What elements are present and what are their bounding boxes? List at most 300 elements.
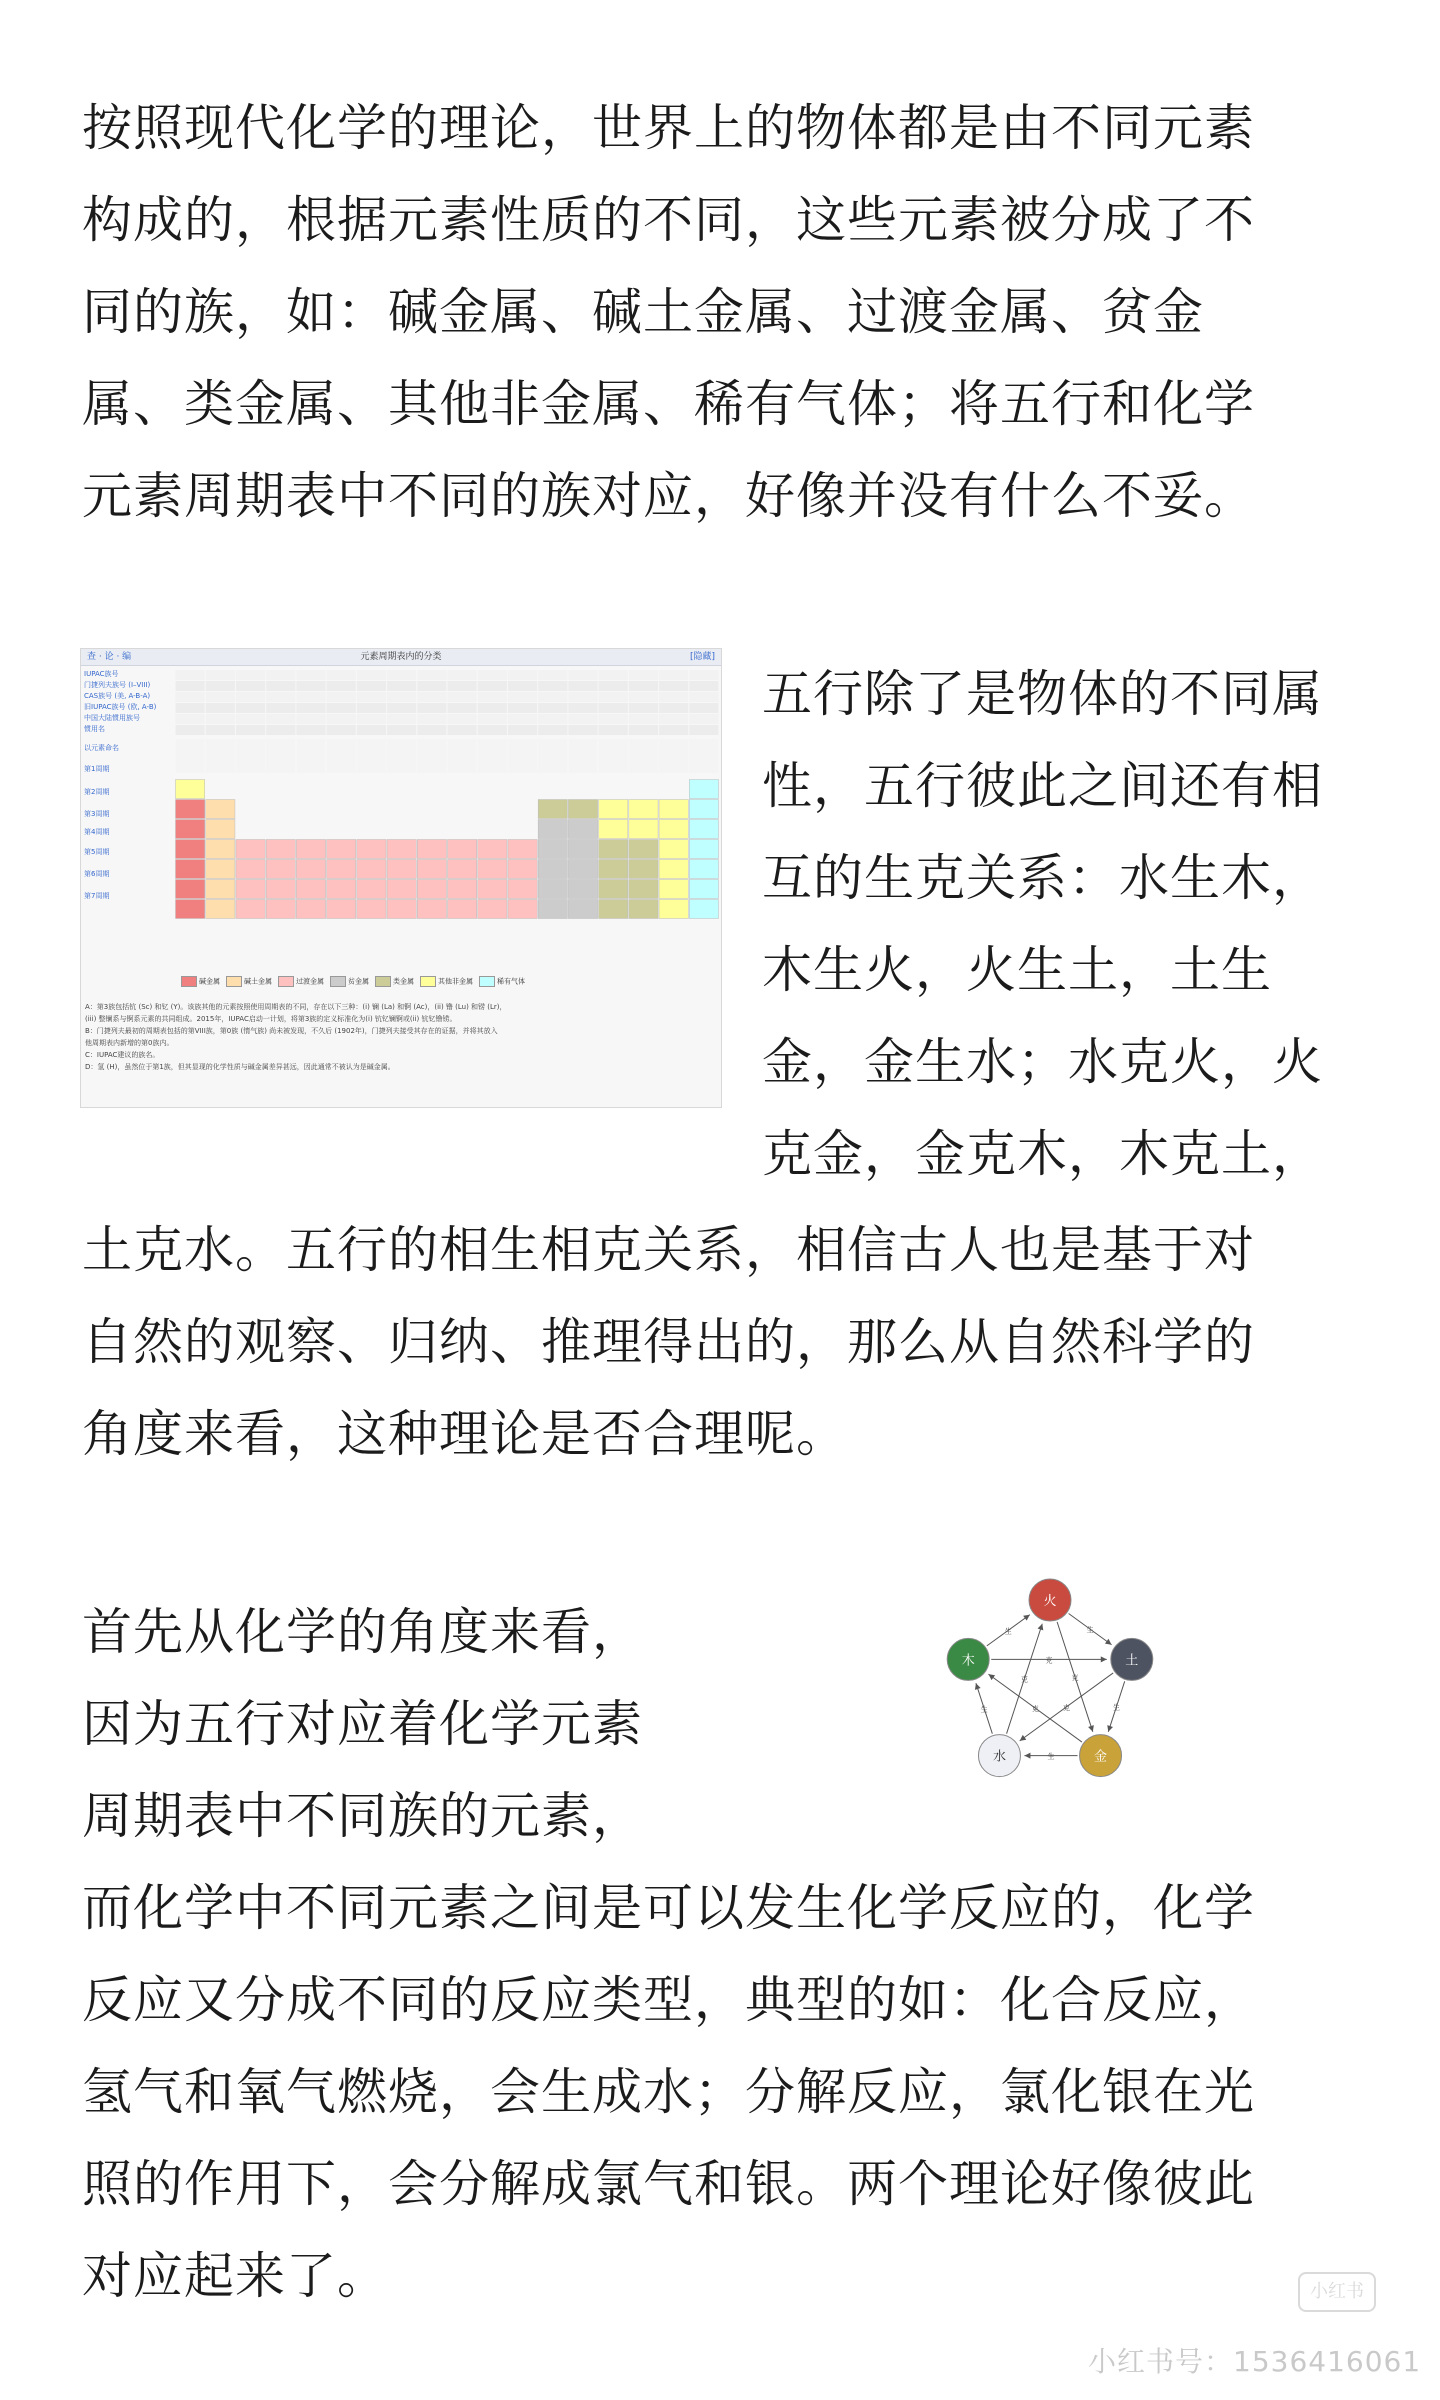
legend-swatch (278, 976, 294, 987)
element-cell (296, 880, 325, 899)
element-cell (629, 900, 658, 919)
element-cell (478, 840, 507, 859)
element-cell (538, 880, 567, 899)
wuxing-arrow-label: 生 (1112, 1703, 1120, 1712)
periodic-table-row-label: 第1周期 (84, 765, 110, 773)
header-cell (689, 725, 718, 735)
wuxing-arrow (1069, 1614, 1112, 1645)
wuxing-node-label: 水 (992, 1749, 1006, 1765)
element-cell (206, 800, 235, 819)
header-cell (387, 714, 416, 724)
text-line: 属、类金属、其他非金属、稀有气体；将五行和化学 (82, 375, 1255, 433)
header-cell (629, 725, 658, 735)
element-cell (568, 840, 597, 859)
periodic-table-hide-link: [隐藏] (689, 652, 715, 662)
header-cell (599, 703, 628, 713)
element-cell (599, 820, 628, 839)
text-line: 互的生克关系：水生木， (762, 849, 1323, 907)
wuxing-arrow (1024, 1752, 1077, 1761)
legend-swatch (181, 976, 197, 987)
element-cell (176, 800, 205, 819)
element-cell (176, 880, 205, 899)
element-cell (538, 860, 567, 879)
header-cell (236, 725, 265, 735)
element-cell (568, 860, 597, 879)
header-cell (478, 681, 507, 691)
element-cell (206, 900, 235, 919)
header-cell (327, 670, 356, 680)
header-cell (266, 670, 295, 680)
element-cell (266, 900, 295, 919)
element-cell (568, 880, 597, 899)
periodic-table-row-label: 惯用名 (84, 725, 105, 733)
element-cell (538, 840, 567, 859)
header-cell (599, 681, 628, 691)
element-cell (659, 880, 688, 899)
header-cell (538, 692, 567, 702)
wuxing-node (1080, 1735, 1122, 1777)
element-cell (508, 860, 537, 879)
header-cell (659, 681, 688, 691)
header-cell (538, 714, 567, 724)
header-cell (599, 692, 628, 702)
header-cell (478, 714, 507, 724)
wuxing-arrow-label: 克 (1020, 1675, 1028, 1684)
legend-swatch (479, 976, 495, 987)
header-cell (659, 703, 688, 713)
element-cell (417, 880, 446, 899)
header-cell (629, 714, 658, 724)
header-cell (478, 692, 507, 702)
wuxing-node-label: 木 (961, 1653, 975, 1669)
element-cell (206, 840, 235, 859)
periodic-table-row-label: 第4周期 (84, 828, 110, 836)
element-cell (417, 860, 446, 879)
text-line: 五行除了是物体的不同属 (762, 665, 1323, 723)
watermark-text: 小红书号：1536416061 (1088, 2345, 1422, 2378)
header-cell (568, 692, 597, 702)
header-cell (508, 692, 537, 702)
periodic-table-row-label: CAS族号 (美, A-B-A) (84, 692, 151, 700)
paragraph-2-continued (82, 1204, 1255, 1480)
header-cell (538, 670, 567, 680)
element-cell (478, 900, 507, 919)
category-cell (417, 739, 446, 773)
element-cell (629, 820, 658, 839)
header-cell (387, 681, 416, 691)
header-cell (206, 714, 235, 724)
element-cell (689, 880, 718, 899)
text-line: 金，金生水；水克火，火 (762, 1033, 1323, 1091)
header-cell (236, 714, 265, 724)
text-line: 克金，金克木，木克土， (762, 1125, 1323, 1183)
element-cell (689, 800, 718, 819)
category-cell (236, 739, 265, 773)
element-cell (659, 840, 688, 859)
element-cell (689, 820, 718, 839)
header-cell (599, 714, 628, 724)
header-cell (296, 725, 325, 735)
element-cell (357, 860, 386, 879)
header-cell (176, 692, 205, 702)
periodic-table-row-label: 门捷列夫族号 (I–VIII) (84, 681, 151, 689)
category-cell (327, 739, 356, 773)
header-cell (296, 714, 325, 724)
header-cell (387, 703, 416, 713)
wuxing-node (947, 1638, 989, 1680)
header-cell (659, 725, 688, 735)
header-cell (508, 681, 537, 691)
header-cell (659, 714, 688, 724)
element-cell (417, 840, 446, 859)
header-cell (357, 725, 386, 735)
header-cell (629, 692, 658, 702)
element-cell (357, 840, 386, 859)
header-cell (417, 725, 446, 735)
element-cell (206, 880, 235, 899)
note-line: B：门捷列夫最初的周期表包括的第VIII族，第0族 (惰气族) 尚未被发现，不久后 (1902年)，门捷列夫接受其存在的证据，并将其放入 (85, 1027, 498, 1035)
note-line: D：氢 (H)，虽然位于第1族，但其显现的化学性质与碱金属差异甚远，因此通常不被认为是碱金属。 (85, 1063, 395, 1071)
header-cell (417, 681, 446, 691)
header-cell (357, 670, 386, 680)
legend-swatch (226, 976, 242, 987)
header-cell (659, 692, 688, 702)
legend-item: 碱土金属 (226, 976, 272, 987)
element-cell (357, 900, 386, 919)
header-cell (206, 670, 235, 680)
periodic-table-row-label: 以元素命名 (84, 744, 119, 752)
header-cell (266, 714, 295, 724)
header-cell (448, 725, 477, 735)
periodic-table-row-label: 第5周期 (84, 848, 110, 856)
wuxing-arrow-label: 克 (1045, 1656, 1053, 1665)
element-cell (508, 880, 537, 899)
header-cell (599, 725, 628, 735)
element-cell (629, 880, 658, 899)
periodic-table-grid (175, 669, 719, 965)
wuxing-node (1029, 1579, 1071, 1621)
periodic-table-legend (181, 974, 525, 988)
element-cell (659, 860, 688, 879)
periodic-table-row-label: 第2周期 (84, 788, 110, 796)
header-cell (327, 714, 356, 724)
note-line: C：IUPAC建议的族名。 (85, 1051, 160, 1059)
header-cell (508, 670, 537, 680)
element-cell (599, 800, 628, 819)
header-cell (266, 692, 295, 702)
element-cell (327, 880, 356, 899)
legend-swatch (420, 976, 436, 987)
wuxing-node-label: 金 (1094, 1749, 1108, 1765)
periodic-table-row-label: IUPAC族号 (84, 670, 119, 678)
element-cell (538, 820, 567, 839)
element-cell (659, 900, 688, 919)
wuxing-arrow-label: 克 (1031, 1705, 1039, 1714)
element-cell (448, 880, 477, 899)
wuxing-arrow (1004, 1624, 1044, 1734)
periodic-table-nav: 查 · 论 · 编 (87, 652, 132, 662)
header-cell (689, 670, 718, 680)
header-cell (538, 725, 567, 735)
paragraph-3-left (82, 1586, 643, 1862)
category-cell (599, 739, 628, 773)
periodic-table-row-label: 中国大陆惯用族号 (84, 714, 140, 722)
element-cell (236, 860, 265, 879)
legend-item: 过渡金属 (278, 976, 324, 987)
category-cell (659, 739, 688, 773)
periodic-table-row-label: 旧IUPAC族号 (欧, A-B) (84, 703, 157, 711)
text-line: 反应又分成不同的反应类型，典型的如：化合反应， (82, 1971, 1255, 2029)
category-cell (508, 739, 537, 773)
category-cell (357, 739, 386, 773)
header-cell (176, 670, 205, 680)
category-cell (629, 739, 658, 773)
header-cell (236, 703, 265, 713)
header-cell (327, 703, 356, 713)
legend-item: 贫金属 (330, 976, 369, 987)
header-cell (327, 725, 356, 735)
header-cell (568, 681, 597, 691)
text-line: 同的族，如：碱金属、碱土金属、过渡金属、贫金 (82, 283, 1204, 341)
element-cell (206, 820, 235, 839)
element-cell (508, 900, 537, 919)
note-line: 他周期表内新增的第0族内。 (85, 1039, 174, 1047)
header-cell (176, 681, 205, 691)
element-cell (689, 900, 718, 919)
header-cell (508, 725, 537, 735)
element-cell (176, 860, 205, 879)
legend-item: 其他非金属 (420, 976, 473, 987)
element-cell (387, 860, 416, 879)
header-cell (538, 681, 567, 691)
element-cell (599, 860, 628, 879)
wuxing-arrow (1107, 1681, 1124, 1732)
legend-swatch (375, 976, 391, 987)
element-cell (296, 840, 325, 859)
text-line: 氢气和氧气燃烧，会生成水；分解反应，氯化银在光 (82, 2063, 1255, 2121)
element-cell (387, 900, 416, 919)
periodic-table-notes (85, 1001, 715, 1073)
element-cell (387, 880, 416, 899)
paragraph-1 (82, 82, 1255, 542)
header-cell (478, 670, 507, 680)
category-cell (689, 739, 718, 773)
text-line: 木生火，火生土，土生 (762, 941, 1272, 999)
text-line: 土克水。五行的相生相克关系，相信古人也是基于对 (82, 1221, 1255, 1279)
header-cell (568, 714, 597, 724)
element-cell (629, 840, 658, 859)
header-cell (296, 670, 325, 680)
header-cell (296, 703, 325, 713)
header-cell (206, 725, 235, 735)
element-cell (448, 900, 477, 919)
element-cell (387, 840, 416, 859)
header-cell (508, 703, 537, 713)
category-cell (538, 739, 567, 773)
header-cell (236, 670, 265, 680)
legend-item: 稀有气体 (479, 976, 525, 987)
header-cell (629, 703, 658, 713)
element-cell (568, 900, 597, 919)
header-cell (448, 714, 477, 724)
header-cell (236, 692, 265, 702)
element-cell (176, 900, 205, 919)
header-cell (659, 670, 688, 680)
element-cell (508, 840, 537, 859)
element-cell (599, 880, 628, 899)
element-cell (448, 840, 477, 859)
text-line: 角度来看，这种理论是否合理呢。 (82, 1405, 847, 1463)
element-cell (417, 900, 446, 919)
category-cell (206, 739, 235, 773)
text-line: 照的作用下，会分解成氯气和银。两个理论好像彼此 (82, 2155, 1255, 2213)
header-cell (206, 681, 235, 691)
wuxing-arrow (1057, 1622, 1094, 1732)
header-cell (327, 692, 356, 702)
header-cell (357, 681, 386, 691)
text-line: 因为五行对应着化学元素 (82, 1695, 643, 1753)
text-line: 构成的，根据元素性质的不同，这些元素被分成了不 (82, 191, 1255, 249)
element-cell (448, 860, 477, 879)
header-cell (478, 703, 507, 713)
periodic-table-row-label: 第3周期 (84, 810, 110, 818)
header-cell (417, 703, 446, 713)
element-cell (236, 900, 265, 919)
header-cell (387, 725, 416, 735)
header-cell (387, 692, 416, 702)
element-cell (296, 860, 325, 879)
element-cell (568, 820, 597, 839)
wuxing-arrow-label: 生 (1086, 1626, 1094, 1635)
header-cell (629, 681, 658, 691)
header-cell (568, 670, 597, 680)
category-cell (296, 739, 325, 773)
wuxing-arrow-label: 生 (1004, 1627, 1012, 1636)
periodic-table-header (81, 649, 721, 666)
text-line: 按照现代化学的理论，世界上的物体都是由不同元素 (82, 99, 1255, 157)
category-cell (387, 739, 416, 773)
header-cell (538, 703, 567, 713)
paragraph-3-continued (82, 1862, 1255, 2322)
header-cell (448, 670, 477, 680)
element-cell (176, 820, 205, 839)
header-cell (478, 725, 507, 735)
text-line: 自然的观察、归纳、推理得出的，那么从自然科学的 (82, 1313, 1255, 1371)
element-cell (599, 840, 628, 859)
header-cell (417, 670, 446, 680)
wuxing-node (1111, 1638, 1153, 1680)
element-cell (538, 900, 567, 919)
header-cell (417, 714, 446, 724)
paragraph-2-right (762, 648, 1323, 1200)
element-cell (327, 900, 356, 919)
category-cell (478, 739, 507, 773)
category-cell (568, 739, 597, 773)
element-cell (236, 840, 265, 859)
header-cell (266, 681, 295, 691)
periodic-table-image (80, 648, 722, 1108)
category-cell (448, 739, 477, 773)
element-cell (659, 820, 688, 839)
header-cell (357, 692, 386, 702)
text-line: 首先从化学的角度来看， (82, 1603, 643, 1661)
element-cell (659, 800, 688, 819)
header-cell (568, 725, 597, 735)
legend-item: 类金属 (375, 976, 414, 987)
header-cell (689, 714, 718, 724)
wuxing-arrow-label: 生 (1047, 1752, 1055, 1761)
wuxing-arrow-label: 克 (1062, 1703, 1070, 1712)
category-cell (266, 739, 295, 773)
element-cell (357, 880, 386, 899)
periodic-table-title: 元素周期表内的分类 (360, 652, 442, 662)
header-cell (387, 670, 416, 680)
header-cell (176, 703, 205, 713)
wuxing-diagram (930, 1578, 1170, 1800)
watermark-logo: 小红书 (1298, 2272, 1376, 2312)
text-line: 性，五行彼此之间还有相 (762, 757, 1323, 815)
wuxing-node (978, 1735, 1020, 1777)
legend-swatch (330, 976, 346, 987)
header-cell (327, 681, 356, 691)
element-cell (327, 840, 356, 859)
element-cell (176, 840, 205, 859)
text-line: 而化学中不同元素之间是可以发生化学反应的，化学 (82, 1879, 1255, 1937)
header-cell (629, 670, 658, 680)
element-cell (327, 860, 356, 879)
note-line: A：第3族包括钪 (Sc) 和钇 (Y)。该族其他的元素按照使用周期表的不同，存在以下三种：(i) 镧 (La) 和锕 (Ac)，(ii) 镥 (Lu) 和铹 (Lr)， (85, 1003, 507, 1011)
wuxing-arrow (975, 1683, 992, 1734)
header-cell (508, 714, 537, 724)
header-cell (266, 703, 295, 713)
text-line: 元素周期表中不同的族对应，好像并没有什么不妥。 (82, 467, 1255, 525)
element-cell (176, 780, 205, 799)
element-cell (629, 800, 658, 819)
category-cell (176, 739, 205, 773)
header-cell (599, 670, 628, 680)
header-cell (689, 692, 718, 702)
header-cell (448, 681, 477, 691)
element-cell (478, 880, 507, 899)
element-cell (689, 780, 718, 799)
wuxing-node-label: 火 (1043, 1594, 1057, 1609)
header-cell (689, 703, 718, 713)
periodic-table-row-label: 第7周期 (84, 892, 110, 900)
element-cell (568, 800, 597, 819)
header-cell (236, 681, 265, 691)
text-line: 对应起来了。 (82, 2247, 388, 2305)
header-cell (176, 725, 205, 735)
header-cell (568, 703, 597, 713)
element-cell (206, 860, 235, 879)
header-cell (357, 703, 386, 713)
wuxing-arrow-label: 克 (1071, 1673, 1079, 1682)
element-cell (296, 900, 325, 919)
element-cell (629, 860, 658, 879)
wuxing-arrow (987, 1615, 1030, 1646)
header-cell (206, 703, 235, 713)
header-cell (417, 692, 446, 702)
header-cell (448, 703, 477, 713)
header-cell (296, 681, 325, 691)
element-cell (689, 860, 718, 879)
element-cell (236, 880, 265, 899)
legend-item: 碱金属 (181, 976, 220, 987)
header-cell (296, 692, 325, 702)
wuxing-arrow-label: 生 (980, 1705, 988, 1714)
element-cell (689, 840, 718, 859)
header-cell (176, 714, 205, 724)
